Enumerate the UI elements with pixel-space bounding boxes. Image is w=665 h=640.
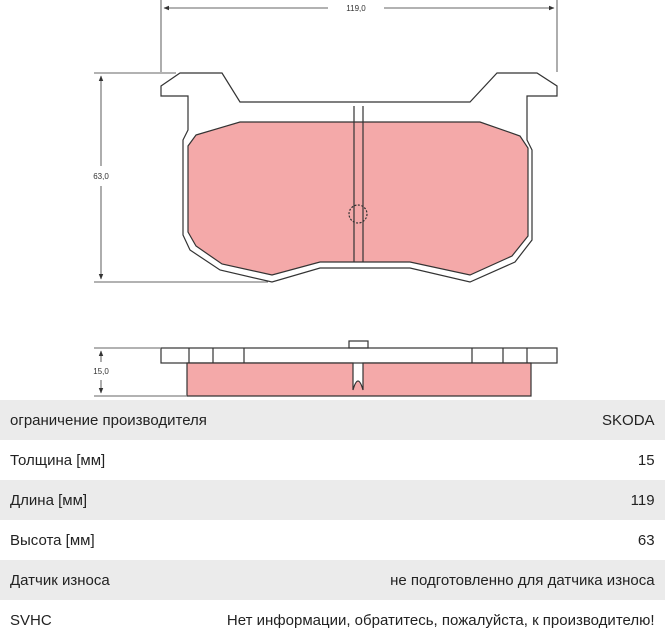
spec-label: Длина [мм] xyxy=(0,480,217,520)
spec-label: Толщина [мм] xyxy=(0,440,217,480)
spec-value: SKODA xyxy=(217,400,665,440)
spec-label: ограничение производителя xyxy=(0,400,217,440)
backing-plate-side xyxy=(161,348,557,363)
table-row xyxy=(0,600,665,640)
spec-value: 15 xyxy=(217,440,665,480)
thickness-dimension-label: 15,0 xyxy=(93,367,109,376)
side-view xyxy=(161,341,557,396)
spec-table xyxy=(0,400,665,640)
spec-value: 119 xyxy=(217,480,665,520)
spec-label: SVHC xyxy=(0,600,217,640)
table-row xyxy=(0,560,665,600)
length-dimension-label: 119,0 xyxy=(346,4,366,13)
spec-value: Нет информации, обратитесь, пожалуйста, к производителю! xyxy=(217,600,665,640)
table-row xyxy=(0,480,665,520)
spec-label: Датчик износа xyxy=(0,560,217,600)
friction-pad-side xyxy=(187,363,531,396)
height-dimension-label: 63,0 xyxy=(93,172,109,181)
table-row xyxy=(0,520,665,560)
spec-value: 63 xyxy=(217,520,665,560)
spec-label: Высота [мм] xyxy=(0,520,217,560)
table-row xyxy=(0,400,665,440)
friction-pad xyxy=(188,122,528,275)
spec-value: не подготовленно для датчика износа xyxy=(217,560,665,600)
front-view xyxy=(161,73,557,282)
table-row xyxy=(0,440,665,480)
side-tab xyxy=(349,341,368,348)
